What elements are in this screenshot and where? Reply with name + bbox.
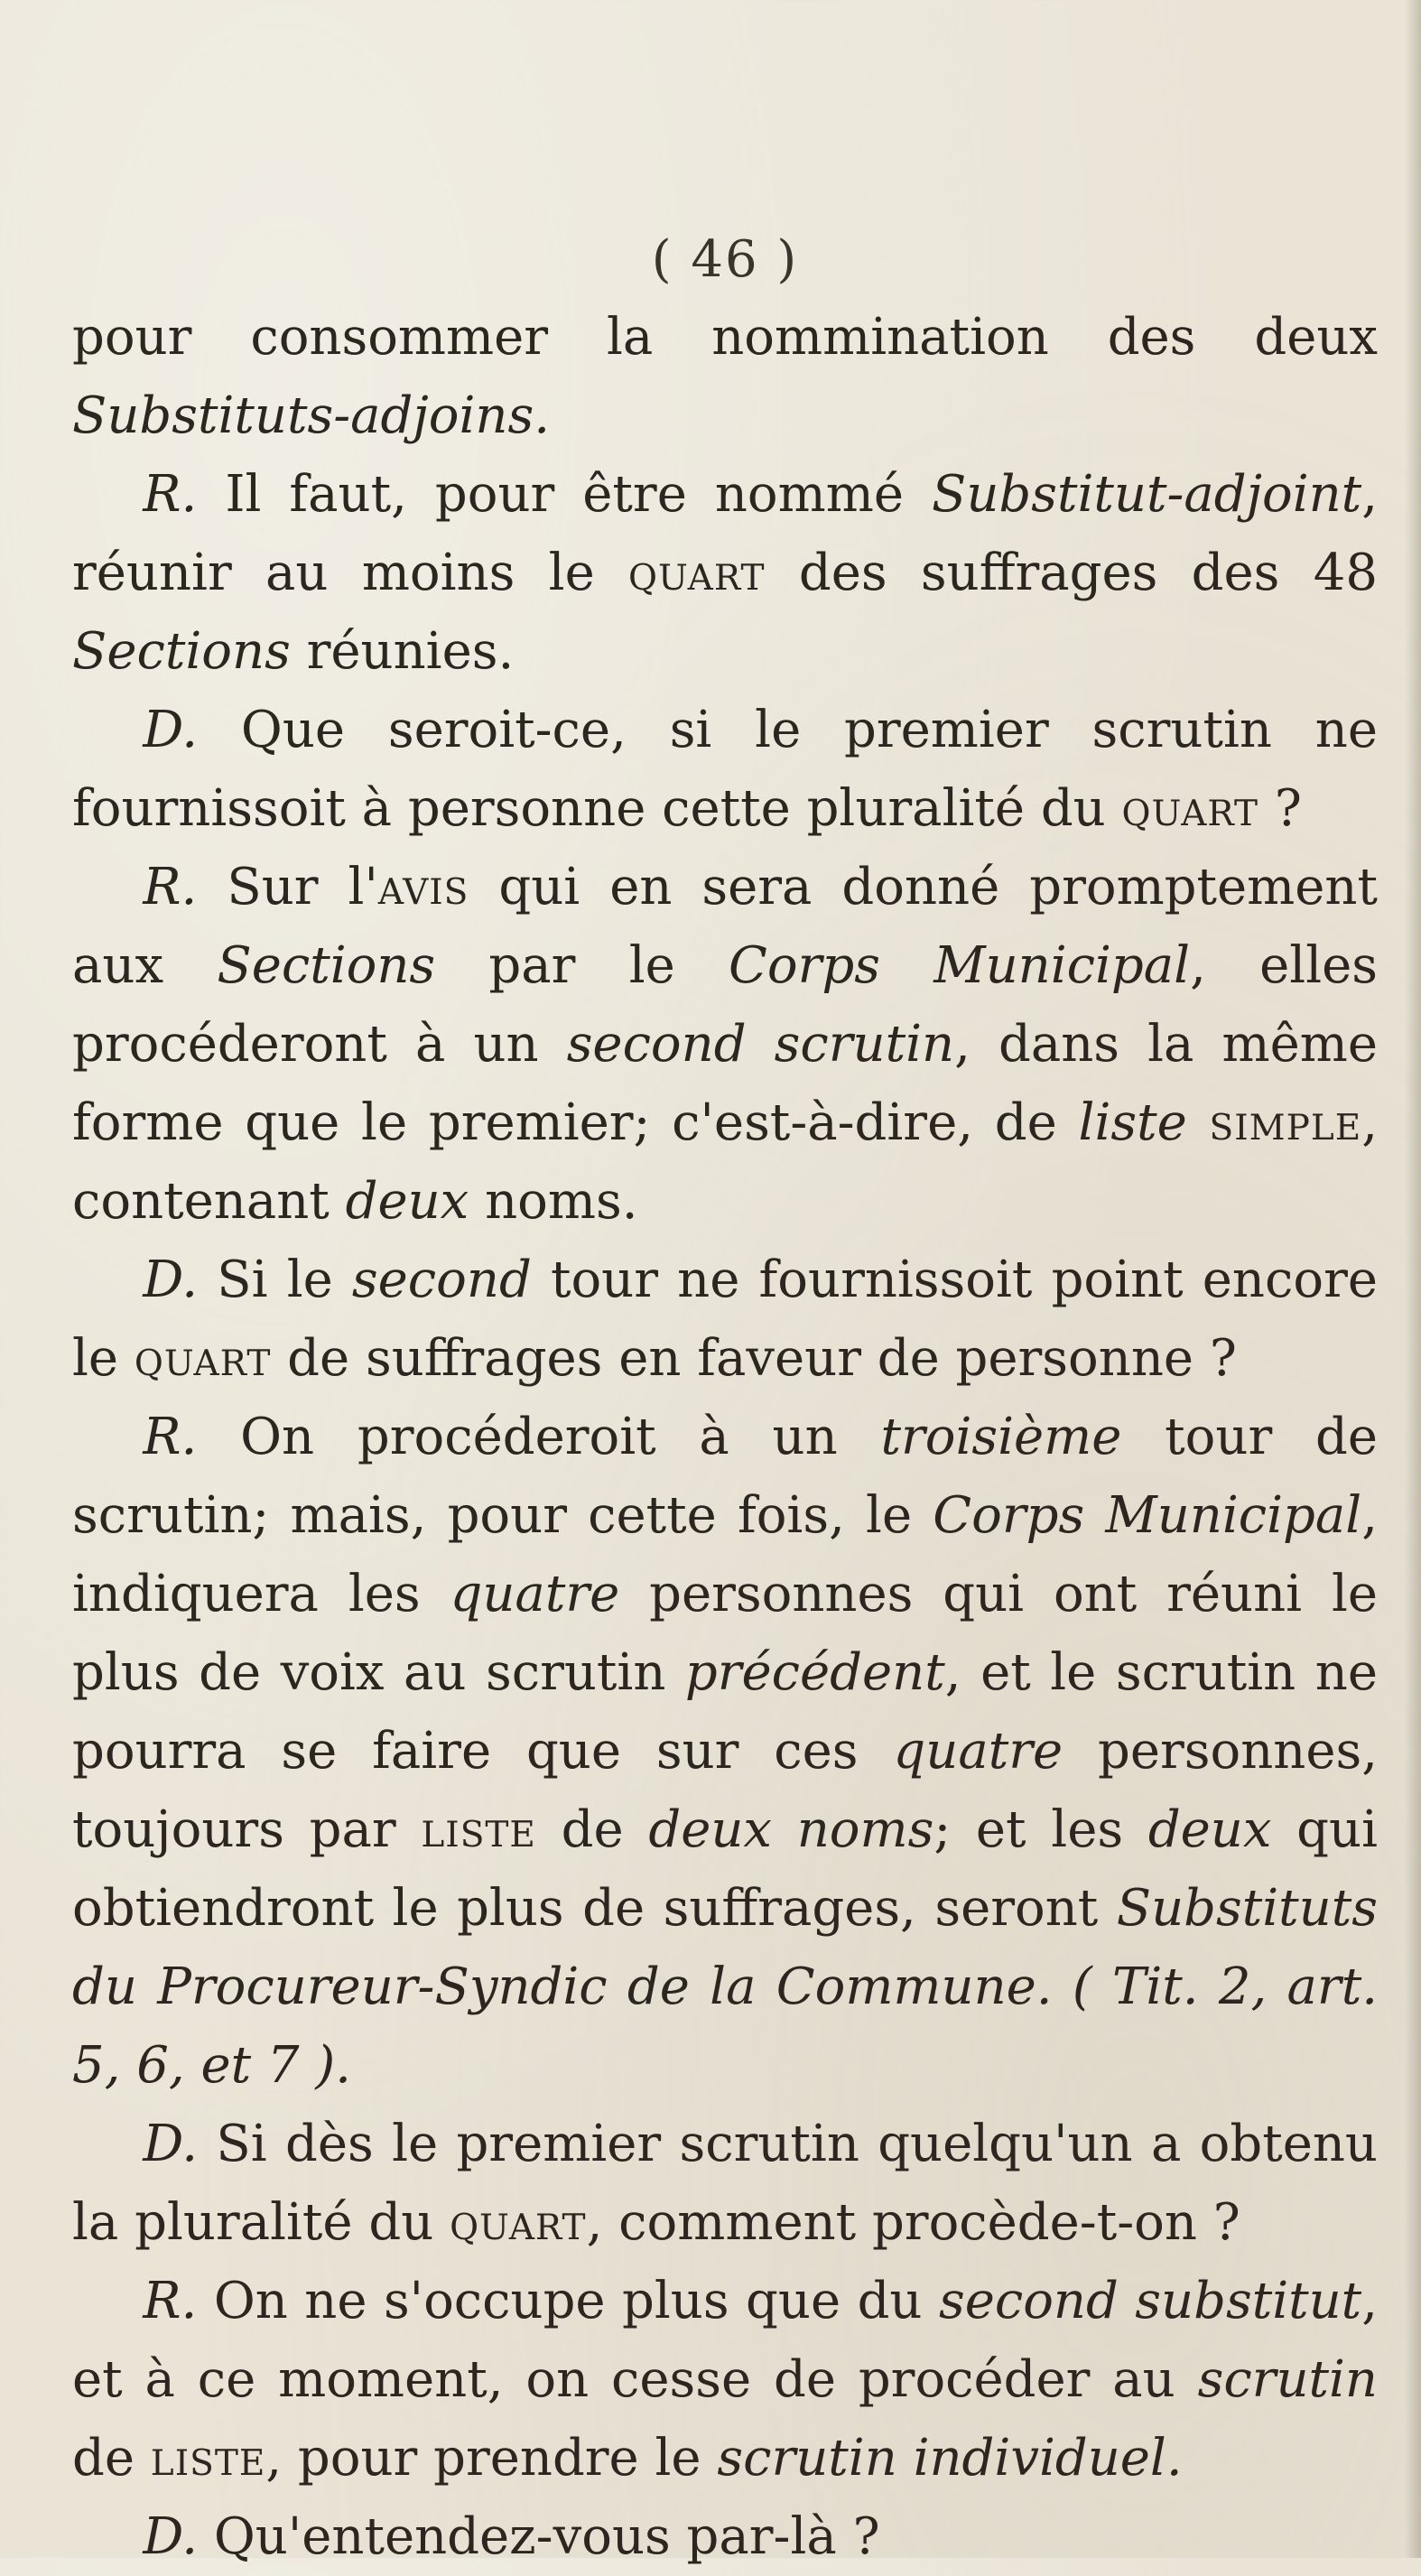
body-text (72, 298, 1378, 2576)
text-run: , et à ce moment, on cesse de procéder au (72, 2272, 1378, 2409)
smallcaps-run: quart (1121, 779, 1259, 838)
text-run: par le (435, 936, 729, 995)
paragraph-7 (72, 2105, 1378, 2262)
text-run: noms. (469, 1172, 638, 1231)
text-run: , indiquera les (72, 1486, 1378, 1623)
smallcaps-run: avis (377, 858, 469, 916)
italic-run: scrutin individuel. (717, 2429, 1183, 2488)
smallcaps-run: quart (134, 1329, 272, 1388)
text-run: , dans la même forme que le premier; c'est-à-dire, de (72, 1015, 1378, 1152)
italic-run: Substituts-adjoins. (72, 386, 550, 445)
page-edge-shadow (1405, 0, 1421, 2558)
paragraph-8 (72, 2262, 1378, 2497)
text-run: Que seroit-ce, si le premier scrutin ne fournissoit à personne cette pluralité du (72, 701, 1378, 838)
speaker-label: D. (143, 1251, 199, 1309)
text-run: , pour prendre le (265, 2429, 718, 2488)
italic-run: scrutin (1197, 2350, 1378, 2409)
paragraph-1 (72, 298, 1378, 455)
text-run: pour consommer la nommination des deux (72, 308, 1378, 367)
text-run: de suffrages en faveur de personne ? (271, 1329, 1237, 1388)
italic-run: précédent (684, 1643, 945, 1702)
text-run: Si dès le premier scrutin quelqu'un a obtenu la pluralité du (72, 2115, 1378, 2252)
paragraph-4 (72, 848, 1378, 1241)
text-run: de (72, 2429, 151, 2488)
text-run: des suffrages des 48 (765, 544, 1378, 602)
italic-run: Substituts du Procureur-Syndic de la Commune. ( Tit. 2, art. 5, 6, et 7 ). (72, 1879, 1378, 2095)
italic-run: second (351, 1251, 532, 1309)
text-run: On procéderoit à un (197, 1408, 881, 1466)
text-run: qui obtiendront le plus de suffrages, seront (72, 1800, 1379, 1938)
text-run: , réunir au moins le (72, 465, 1378, 602)
italic-run: Substitut-adjoint (931, 465, 1362, 524)
text-run: , et le scrutin ne pourra se faire que sur ces (72, 1643, 1378, 1781)
paragraph-3 (72, 691, 1378, 848)
speaker-label: R. (143, 465, 198, 524)
italic-run: Sections (217, 936, 436, 995)
text-run: Qu'entendez-vous par-là ? (198, 2507, 880, 2566)
smallcaps-run: quart (450, 2193, 587, 2252)
text-run: de (535, 1800, 649, 1859)
italic-run: Sections (72, 622, 291, 681)
speaker-label: R. (143, 858, 198, 916)
text-run: tour ne fournissoit point encore le (72, 1251, 1378, 1388)
paragraph-9 (72, 2497, 1378, 2576)
text-run: ? (1258, 779, 1302, 838)
italic-run: second substitut (938, 2272, 1362, 2330)
italic-run: Corps Municipal (933, 1486, 1362, 1545)
italic-run: deux (1147, 1800, 1272, 1859)
page-number: ( 46 ) (651, 230, 799, 289)
text-run: ; et les (933, 1800, 1148, 1859)
text-run: On ne s'occupe plus que du (197, 2272, 939, 2330)
text-run: Sur l' (197, 858, 378, 916)
speaker-label: R. (143, 1408, 198, 1466)
italic-run: liste (1078, 1093, 1187, 1152)
italic-run: Corps Municipal (729, 936, 1191, 995)
smallcaps-run: simple (1186, 1093, 1362, 1152)
text-run: , comment procède-t-on ? (586, 2193, 1240, 2252)
text-run: qui en sera donné promptement aux (72, 858, 1378, 995)
text-run: tour de scrutin; mais, pour cette fois, le (72, 1408, 1378, 1545)
italic-run: deux noms (648, 1800, 934, 1859)
speaker-label: D. (143, 2507, 199, 2566)
text-run: personnes, toujours par (72, 1722, 1379, 1859)
italic-run: quatre (893, 1722, 1063, 1781)
paragraph-2 (72, 455, 1378, 691)
smallcaps-run: liste (421, 1800, 536, 1859)
text-run: personnes qui ont réuni le plus de voix au scrutin (72, 1565, 1378, 1702)
italic-run: quatre (450, 1565, 620, 1623)
italic-run: deux (345, 1172, 469, 1231)
speaker-label: D. (143, 2115, 199, 2173)
text-run: Il faut, pour être nommé (197, 465, 932, 524)
paragraph-6 (72, 1398, 1378, 2105)
text-run: , elles procéderont à un (72, 936, 1378, 1074)
smallcaps-run: quart (628, 544, 766, 602)
italic-run: troisième (880, 1408, 1122, 1466)
text-run: , contenant (72, 1093, 1378, 1231)
paragraph-5 (72, 1241, 1378, 1398)
text-run: Si le (198, 1251, 352, 1309)
speaker-label: D. (143, 701, 199, 759)
text-run: réunies. (290, 622, 515, 681)
smallcaps-run: liste (150, 2429, 266, 2488)
speaker-label: R. (143, 2272, 198, 2330)
italic-run: second scrutin (566, 1015, 955, 1074)
